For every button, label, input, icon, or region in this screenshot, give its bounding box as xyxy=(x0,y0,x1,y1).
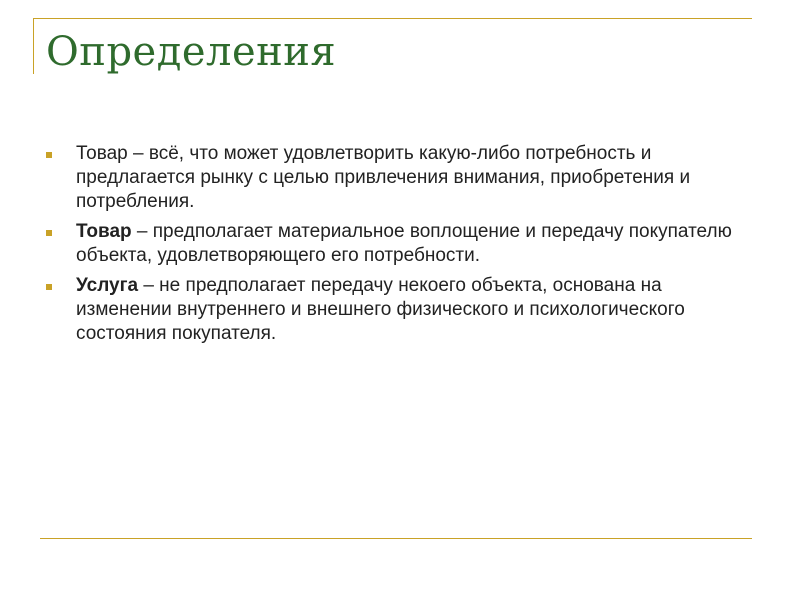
bullet-list xyxy=(42,142,762,352)
item-text: – не предполагает передачу некоего объекта, основана на изменении внутреннего и внешнего физического и психологического состояния покупателя. xyxy=(76,275,685,344)
list-item xyxy=(42,142,762,214)
square-bullet-icon xyxy=(46,230,52,236)
item-text: – предполагает материальное воплощение и передачу покупателю объекта, удовлетворяющего его потребности. xyxy=(76,221,732,266)
frame-bottom-line xyxy=(40,538,752,539)
frame-left-line xyxy=(33,18,34,74)
square-bullet-icon xyxy=(46,152,52,158)
slide-title: Определения xyxy=(46,29,337,75)
list-item xyxy=(42,220,762,268)
frame-top-line xyxy=(33,18,752,19)
item-term: Услуга xyxy=(76,275,139,296)
list-item xyxy=(42,274,762,346)
item-term: Товар xyxy=(76,221,132,242)
item-text: Товар – всё, что может удовлетворить какую-либо потребность и предлагается рынку с целью привлечения внимания, приобретения и потребления. xyxy=(76,143,691,212)
square-bullet-icon xyxy=(46,284,52,290)
